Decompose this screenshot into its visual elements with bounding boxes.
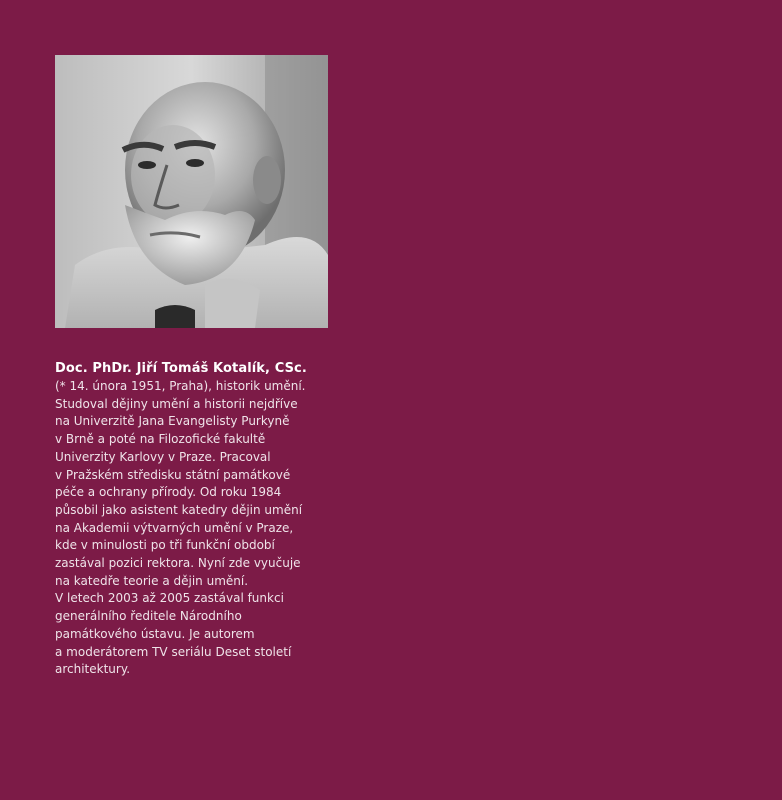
portrait-photo [55,55,328,328]
bio-line: památkového ústavu. Je autorem [55,626,255,641]
bio-line: péče a ochrany přírody. Od roku 1984 [55,485,282,500]
bio-line: působil jako asistent katedry dějin umění [55,502,303,517]
bio-line: na Akademii výtvarných umění v Praze, [55,520,294,535]
bio-line: v Pražském středisku státní památkové [55,467,291,482]
bio-line: generálního ředitele Národního [55,609,242,624]
bio-line: Studoval dějiny umění a historii nejdříve [55,396,298,411]
portrait-photo-graphic [55,55,328,328]
bio-line: Univerzity Karlovy v Praze. Pracoval [55,449,271,464]
bio-line: kde v minulosti po tři funkční období [55,538,275,553]
bio-line: v Brně a poté na Filozofické fakultě [55,432,266,447]
bio-line: zastával pozici rektora. Nyní zde vyučuje [55,556,301,571]
bio-line: a moderátorem TV seriálu Deset století [55,644,292,659]
biography [55,360,355,679]
bio-line: (* 14. února 1951, Praha), historik umění. [55,379,306,393]
bio-line: na katedře teorie a dějin umění. [55,573,249,588]
bio-line: V letech 2003 až 2005 zastával funkci [55,591,284,606]
bio-line: na Univerzitě Jana Evangelisty Purkyně [55,414,290,429]
bio-name: Doc. PhDr. Jiří Tomáš Kotalík, CSc. [55,361,307,376]
bio-line: architektury. [55,662,131,677]
